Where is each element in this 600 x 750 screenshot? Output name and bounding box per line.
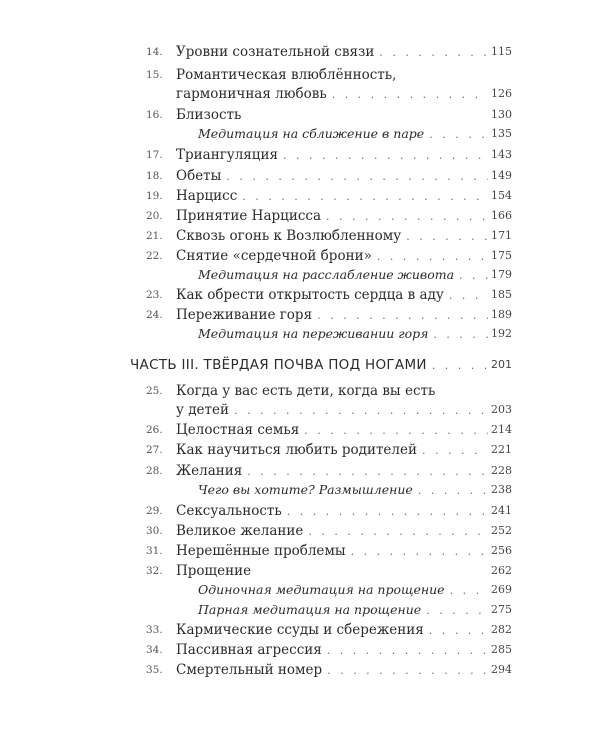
toc-entry [0, 620, 600, 640]
entry-title: Триангуляция [176, 147, 278, 163]
entry-page: 221 [491, 443, 512, 456]
entry-number: 19. [146, 190, 163, 202]
toc-entry [0, 440, 600, 460]
entry-number: 30. [146, 525, 163, 537]
entry-page: 241 [491, 504, 512, 517]
entry-number: 21. [146, 230, 163, 242]
entry-number: 22. [146, 250, 163, 262]
entry-page: 269 [491, 583, 512, 596]
entry-page: 143 [491, 148, 512, 161]
entry-number: 16. [146, 109, 163, 121]
toc-subentry [0, 324, 600, 344]
entry-title: Нарцисс [176, 188, 238, 204]
toc-entry [0, 541, 600, 561]
entry-number: 32. [146, 565, 163, 577]
entry-page: 294 [491, 663, 512, 676]
entry-title: Близость [176, 107, 242, 123]
toc-subentry [0, 480, 600, 500]
entry-page: 135 [491, 127, 512, 140]
entry-title: Уровни сознательной связи [176, 44, 375, 60]
entry-page: 214 [491, 423, 512, 436]
entry-title: Когда у вас есть дети, когда вы есть [176, 383, 436, 399]
entry-number: 34. [146, 644, 163, 656]
entry-title: Снятие «сердечной брони» [176, 248, 372, 264]
entry-title: Романтическая влюблённость, [176, 67, 397, 83]
toc-part-heading [0, 355, 600, 375]
entry-page: 275 [491, 603, 512, 616]
toc-subentry [0, 600, 600, 620]
toc-entry [0, 65, 600, 85]
entry-page: 166 [491, 209, 512, 222]
toc-entry [0, 521, 600, 541]
entry-number: 29. [146, 505, 163, 517]
entry-title: Принятие Нарцисса [176, 208, 321, 224]
toc-entry-continuation [0, 84, 600, 104]
toc-entry [0, 561, 600, 581]
toc-subentry [0, 124, 600, 144]
entry-number: 26. [146, 424, 163, 436]
entry-title: Желания [176, 463, 243, 479]
part-title: ЧАСТЬ III. ТВЁРДАЯ ПОЧВА ПОД НОГАМИ [130, 357, 427, 373]
toc-entry-continuation [0, 400, 600, 420]
entry-title: Целостная семья [176, 422, 300, 438]
subentry-title: Одиночная медитация на прощение [198, 582, 445, 597]
toc-subentry [0, 265, 600, 285]
entry-title: Как научиться любить родителей [176, 442, 417, 458]
entry-title: Переживание горя [176, 307, 313, 323]
toc-entry [0, 660, 600, 680]
toc-subentry [0, 580, 600, 600]
entry-number: 33. [146, 624, 163, 636]
entry-page: 256 [491, 544, 512, 557]
entry-number: 25. [146, 385, 163, 397]
entry-number: 28. [146, 465, 163, 477]
entry-title: Великое желание [176, 523, 304, 539]
entry-title-line2: у детей [176, 402, 229, 418]
subentry-title: Медитация на переживании горя [198, 326, 429, 341]
subentry-title: Чего вы хотите? Размышление [198, 482, 413, 497]
entry-title: Сквозь огонь к Возлюбленному [176, 228, 402, 244]
toc-entry [0, 206, 600, 226]
entry-title: Обеты [176, 168, 222, 184]
entry-page: 149 [491, 169, 512, 182]
entry-title: Пассивная агрессия [176, 642, 322, 658]
toc-entry [0, 226, 600, 246]
entry-page: 185 [491, 288, 512, 301]
toc-entry [0, 105, 600, 125]
toc-entry [0, 186, 600, 206]
entry-number: 15. [146, 69, 163, 81]
toc-entry [0, 640, 600, 660]
subentry-title: Медитация на сближение в паре [198, 126, 425, 141]
toc-entry [0, 461, 600, 481]
entry-page: 203 [491, 403, 512, 416]
entry-page: 130 [491, 108, 512, 121]
entry-page: 282 [491, 623, 512, 636]
entry-number: 27. [146, 444, 163, 456]
toc-entry [0, 246, 600, 266]
entry-number: 31. [146, 545, 163, 557]
entry-title: Смертельный номер [176, 662, 323, 678]
entry-number: 17. [146, 149, 163, 161]
entry-number: 18. [146, 170, 163, 182]
entry-page: 262 [491, 564, 512, 577]
entry-page: 175 [491, 249, 512, 262]
entry-title: Сексуальность [176, 503, 282, 519]
entry-page: 192 [491, 327, 512, 340]
entry-page: 154 [491, 189, 512, 202]
entry-page: 179 [491, 268, 512, 281]
entry-title: Нерешённые проблемы [176, 543, 346, 559]
entry-page: 252 [491, 524, 512, 537]
entry-page: 228 [491, 464, 512, 477]
entry-page: 171 [491, 229, 512, 242]
entry-page: 285 [491, 643, 512, 656]
entry-number: 23. [146, 289, 163, 301]
subentry-title: Медитация на расслабление живота [198, 267, 455, 282]
toc-entry [0, 145, 600, 165]
subentry-title: Парная медитация на прощение [198, 602, 422, 617]
toc-entry [0, 42, 600, 62]
toc-entry [0, 166, 600, 186]
entry-title: Как обрести открытость сердца в аду [176, 287, 444, 303]
entry-number: 24. [146, 309, 163, 321]
entry-number: 14. [146, 46, 163, 58]
entry-page: 126 [491, 87, 512, 100]
toc-entry [0, 501, 600, 521]
entry-page: 201 [491, 358, 512, 371]
entry-page: 189 [491, 308, 512, 321]
toc-entry [0, 381, 600, 401]
entry-page: 115 [491, 45, 512, 58]
toc-entry [0, 285, 600, 305]
entry-title: Прощение [176, 563, 252, 579]
toc-entry [0, 305, 600, 325]
entry-number: 35. [146, 664, 163, 676]
toc-entry [0, 420, 600, 440]
entry-page: 238 [491, 483, 512, 496]
entry-number: 20. [146, 210, 163, 222]
entry-title: Кармические ссуды и сбережения [176, 622, 424, 638]
entry-title-line2: гармоничная любовь [176, 86, 327, 102]
